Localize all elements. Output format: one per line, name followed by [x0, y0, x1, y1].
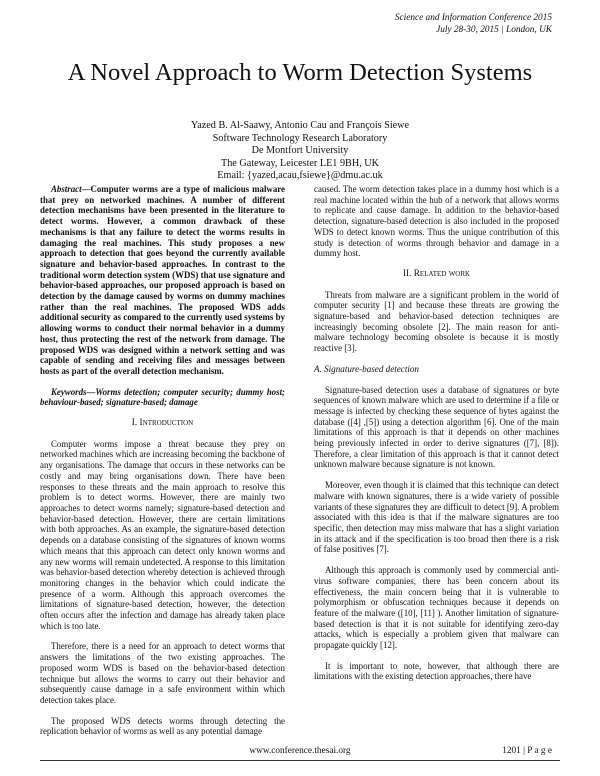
keywords — [40, 387, 285, 408]
abstract-text: Computer worms are a type of malicious malware that prey on networked machines. A number of different detection mechanisms have been presented in the literature to detect worms. However, a common drawback of these mechanisms is that any failure to detect the worms results in damaging the real machines. This study proposes a new approach to detection that goes beyond the currently available signature and behavior-based approaches. In contrast to the traditional worm detection system (WDS) that use signature and behavior-based approaches, our proposed approach is based on detection by the damage caused by worms on dummy machines rather than the real machines. The proposed WDS adds additional security as compared to the currently used systems by allowing worms to conduct their normal behavior in a dummy host, thus protecting the rest of the network from damage. The proposed WDS was designed within a network setting and was capable of sending and receiving files and messages between hosts as part of the overall detection mechanism. — [40, 184, 285, 376]
footer-divider — [40, 760, 560, 761]
author-block — [0, 120, 600, 183]
conference-name: Science and Information Conference 2015 — [394, 13, 552, 23]
section-heading-introduction: I. Introduction — [131, 418, 194, 429]
intro-paragraph-3: The proposed WDS detects worms through detecting the replication behavior of worms as well as any potential damage — [40, 715, 285, 737]
signature-paragraph-1: Signature-based detection uses a database of signatures or byte sequences of known malware which are used to determine if a file or message is infected by checking these sequence of bytes against the database ([4] ,[5]) using a detection algorithm [6]. One of the main limitations of this approach is that it depends on other machines being previously infected in order to derive signatures ([7], [8]). Therefore, a clear limitation of this approach is that it cannot detect unknown malware because signature is not known. — [314, 384, 559, 470]
signature-paragraph-3: Although this approach is commonly used by commercial anti-virus software companies, there has been concern about its effectiveness, the main concern being that it is vulnerable to polymorphism or obfuscation techniques because it depends on feature of the malware ([10], [11] ). Another limitation of signature-based detection is that it is not suitable for identifying zero-day attacks, which is especially a problem given that malware can propagate quickly [12]. — [314, 565, 559, 651]
conference-dates: July 28-30, 2015 | London, UK — [436, 25, 552, 35]
footer-page-number: 1201 | P a g e — [502, 746, 552, 756]
intro-paragraph-2: Therefore, there is a need for an approach to detect worms that answers the limitations of the two existing approaches. The proposed worm WDS is based on the behavior-based detection technique but allows the worms to carry out their behavior and subsequently cause damage in a safe environment within which detection takes place. — [40, 641, 285, 705]
author-names: Yazed B. Al-Saawy, Antonio Cau and François Siewe — [190, 120, 410, 131]
author-affiliation-lab: Software Technology Research Laboratory — [212, 132, 388, 144]
author-affiliation-university: De Montfort University — [251, 145, 349, 156]
intro-paragraph-1: Computer worms impose a threat because they prey on networked machines which are increasing becoming the backbone of any organisations. The damage that occurs in these networks can be costly and may bring organisations down. There have been responses to these threats and the main approach to resolve this problem is to detect worms. However, there are mainly two approaches to detect worms namely; signature-based detection and behavior-based detection. However, there are certain limitations with both approaches. As an example, the signature-based detection depends on a database consisting of the signatures of known worms which means that this approach can detect only known worms and any new worms will remain undetected. A response to this limitation was behavior-based detection whereby detection is achieved through monitoring changes in the behavior which could indicate the presence of a worm. Although this approach overcomes the limitations of signature-based detection, however, the detection often occurs after the infection and damage has already taken place which is too late. — [40, 438, 285, 631]
keywords-lead: Keywords— — [51, 386, 96, 397]
signature-paragraph-2: Moreover, even though it is claimed that this technique can detect malware with known signatures, there is a wide variety of possible variants of these signatures they are difficult to detect [9]. A problem associated with this idea is that if the malware signatures are too specific, then detection may miss malware that has a slight variation in its attack and if the specification is too broad then there is a risk of false positives [7]. — [314, 480, 559, 555]
abstract — [40, 184, 285, 377]
footer-website: www.conference.thesai.org — [249, 746, 351, 756]
abstract-lead: Abstract— — [51, 184, 91, 194]
signature-paragraph-4: It is important to note, however, that although there are limitations with the existing detection approaches, there have — [314, 660, 559, 682]
author-email: Email: {yazed,acau,fsiewe}@dmu.ac.uk — [217, 170, 383, 181]
paper-title: A Novel Approach to Worm Detection Systems — [67, 59, 533, 86]
section-heading-related-work: II. Related work — [402, 268, 471, 279]
intro-paragraph-3-continued: caused. The worm detection takes place in a dummy host which is a real machine located within the hub of a network that allows worms to replicate and cause damage. In addition to the behavior-based detection, signature-based detection is also included in the proposed WDS to detect known worms. Thus the unique contribution of this study is detection of worms through behavior and damage in a dummy host. — [314, 184, 559, 259]
author-address: The Gateway, Leicester LE1 9BH, UK — [220, 157, 380, 169]
subsection-heading-signature-based: A. Signature-based detection — [314, 363, 419, 374]
conference-header — [395, 12, 552, 36]
related-work-paragraph-1: Threats from malware are a significant problem in the world of computer security [1] and because these threats are growing the signature-based and behavior-based detection techniques are increasingly becoming obsolete [2]. The main reason for anti-malware technology becoming obsolete is because it is mostly reactive [3]. — [314, 289, 559, 354]
left-column — [40, 184, 285, 747]
keywords-text: Worms detection; computer security; dummy host; behaviour-based; signature-based; damage — [40, 386, 285, 408]
right-column — [314, 184, 559, 692]
